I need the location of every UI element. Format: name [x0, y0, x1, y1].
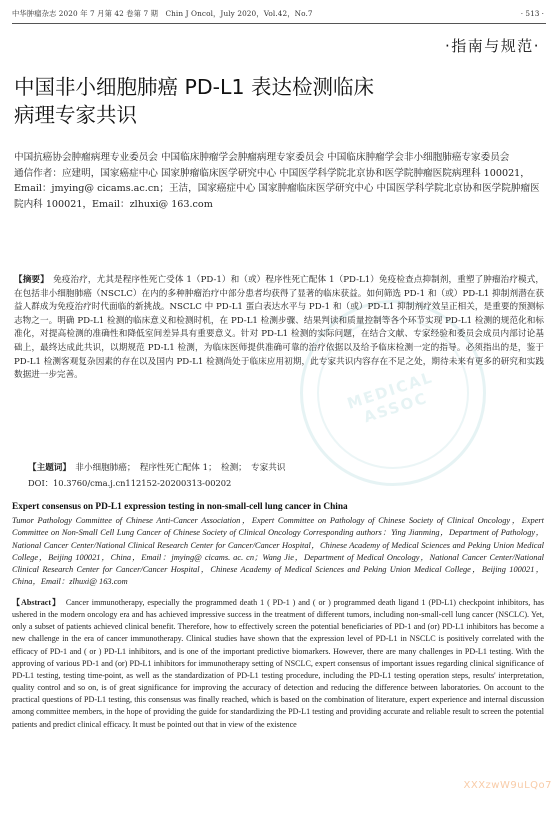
article-title-line2: 病理专家共识 — [14, 103, 137, 127]
english-affiliations: Tumor Pathology Committee of Chinese Anti-Cancer Association，Expert Committee on Pathology of Chinese Society of Clinical Oncology，Expert Committee on Non-Small Cell Lung Cancer of Chinese Society of Clinical Oncology Corresponding authors：Ying Jianming，Department of Pathology，National Cancer Center/National Clinical Research Center for Cancer/Cancer Hospital，Chinese Academy of Medical Sciences and Peking Union Medical College，Beijing 100021，China，Email：jmying@ cicams. ac. cn；Wang Jie，Department of Medical Oncology，National Cancer Center/National Clinical Research Center for Cancer/Cancer Hospital，Chinese Academy of Medical Sciences and Peking Union Medical College，Beijing 100021，China，Email：zlhuxi@ 163.com — [12, 516, 544, 587]
article-title-line1: 中国非小细胞肺癌 PD-L1 表达检测临床 — [14, 75, 375, 99]
author-block — [14, 150, 544, 212]
running-header — [12, 9, 544, 23]
keywords-cn — [28, 462, 543, 476]
authors-cn: 中国抗癌协会肿瘤病理专业委员会 中国临床肿瘤学会肿瘤病理专家委员会 中国临床肿瘤学会非小细胞肺癌专家委员会 — [14, 152, 510, 163]
doi[interactable]: DOI：10.3760/cma.j.cn112152-20200313-00202 — [28, 478, 232, 488]
abstract-en-text: Cancer immunotherapy, especially the programmed death 1 ( PD-1 ) and ( or ) programmed death ligand 1 (PD-L1) checkpoint inhibitors, has ushered in the modern oncology era and has achieved impressive success in the treatment of different tumors, including non-small-cell lung cancer (NSCLC). Yet, only a subset of patients achieved clinical benefit. Therefore, how to effectively screen the potential beneficiaries of PD-1 and (or) PD-L1 inhibitors has become a new challenge in the era of cancer immunotherapy. Clinical studies have shown that the expression level of PD-L1 in NSCLC is positively correlated with the efficacy of PD-1 and ( or ) PD-L1 inhibitors, and is one of the important predictive biomarkers. However, there are many challenges in PD-L1 testing. With the approving of various PD-1 and (or) PD-L1 inhibitors for immunotherapy setting of NSCLC, expert consensus of important issues regarding clinical significance of PD-L1 testing, testing time-point, as well as the standardization of PD-L1 testing procedure, including the PD-L1 testing operation steps, results' interpretation, quality control and so on, is of great significance for improving the accuracy of detection and reducing the difference between laboratories. On account to the practical questions of PD-L1 testing, this consensus was finally reached, which is based on the combination of literature, expert experience and internal discussion among committee members, in the hope of providing the guide for standardizing the PD-L1 testing and providing accurate and reliable result to screen the potential patients and predict clinical efficacy. It must be pointed out that in view of the existence — [12, 598, 544, 729]
english-title: Expert consensus on PD-L1 expression testing in non-small-cell lung cancer in China — [12, 502, 348, 512]
column-tag: ·指南与规范· — [444, 37, 540, 55]
correspondence-cn: 通信作者：应建明，国家癌症中心 国家肿瘤临床医学研究中心 中国医学科学院北京协和医学院肿瘤医院病理科 100021，Email：jmying@ cicams.ac.cn；王洁，国家癌症中心 国家肿瘤临床医学研究中心 中国医学科学院北京协和医学院肿瘤医院内科 100021，Email：zlhuxi@ 163.com — [14, 167, 540, 210]
abstract-en-label: 【Abstract】 — [12, 598, 57, 607]
abstract-cn-label: 【摘要】 — [14, 275, 45, 285]
article-title — [14, 73, 534, 129]
keywords-cn-text: 非小细胞肺癌； 程序性死亡配体 1； 检测； 专家共识 — [75, 463, 286, 473]
abstract-cn — [14, 274, 544, 383]
watermark-stamp-text: MEDICAL ASSOC — [344, 368, 436, 427]
running-header-journal: 中华肿瘤杂志 2020 年 7 月第 42 卷第 7 期 Chin J Oncol，July 2020，Vol.42，No.7 — [12, 9, 313, 18]
page-number: · 513 · — [520, 9, 544, 18]
keywords-cn-label: 【主题词】 — [28, 463, 67, 473]
abstract-en — [12, 597, 544, 731]
header-rule — [12, 23, 546, 24]
corner-watermark: XXXzwW9uLQo7 — [463, 780, 552, 791]
abstract-cn-text: 免疫治疗，尤其是程序性死亡受体 1（PD-1）和（或）程序性死亡配体 1（PD-L1）免疫检查点抑制剂，重塑了肿瘤治疗模式，在包括非小细胞肺癌（NSCLC）在内的多种肿瘤治疗中部分患者均获得了显著的临床获益。如何筛选 PD-1 和（或）PD-L1 抑制剂潜在获益人群成为免疫治疗时代面临的新挑战。NSCLC 中 PD-L1 蛋白表达水平与 PD-1 和（或）PD-L1 抑制剂疗效呈正相关，是重要的预测标志物之一。明确 PD-L1 检测的临床意义和检测时机，在 PD-L1 检测步骤、结果判读和质量控制等各个环节实现 PD-L1 检测的规范化和标准化，对提高检测的准确性和降低室间差异具有重要意义。针对 PD-L1 检测的实际问题，在结合文献、专家经验和委员会成员内部讨论基础上，最终达成此共识，以期规范 PD-L1 检测，为临床医师提供准确可靠的治疗依据以及给予临床检测一定的指导。必须指出的是，鉴于 PD-L1 检测客观复杂因素的存在以及国内 PD-L1 检测尚处于临床应用初期，此专家共识内容存在不足之处，期待未来有更多的研究和实践数据进一步完善。 — [14, 275, 544, 381]
